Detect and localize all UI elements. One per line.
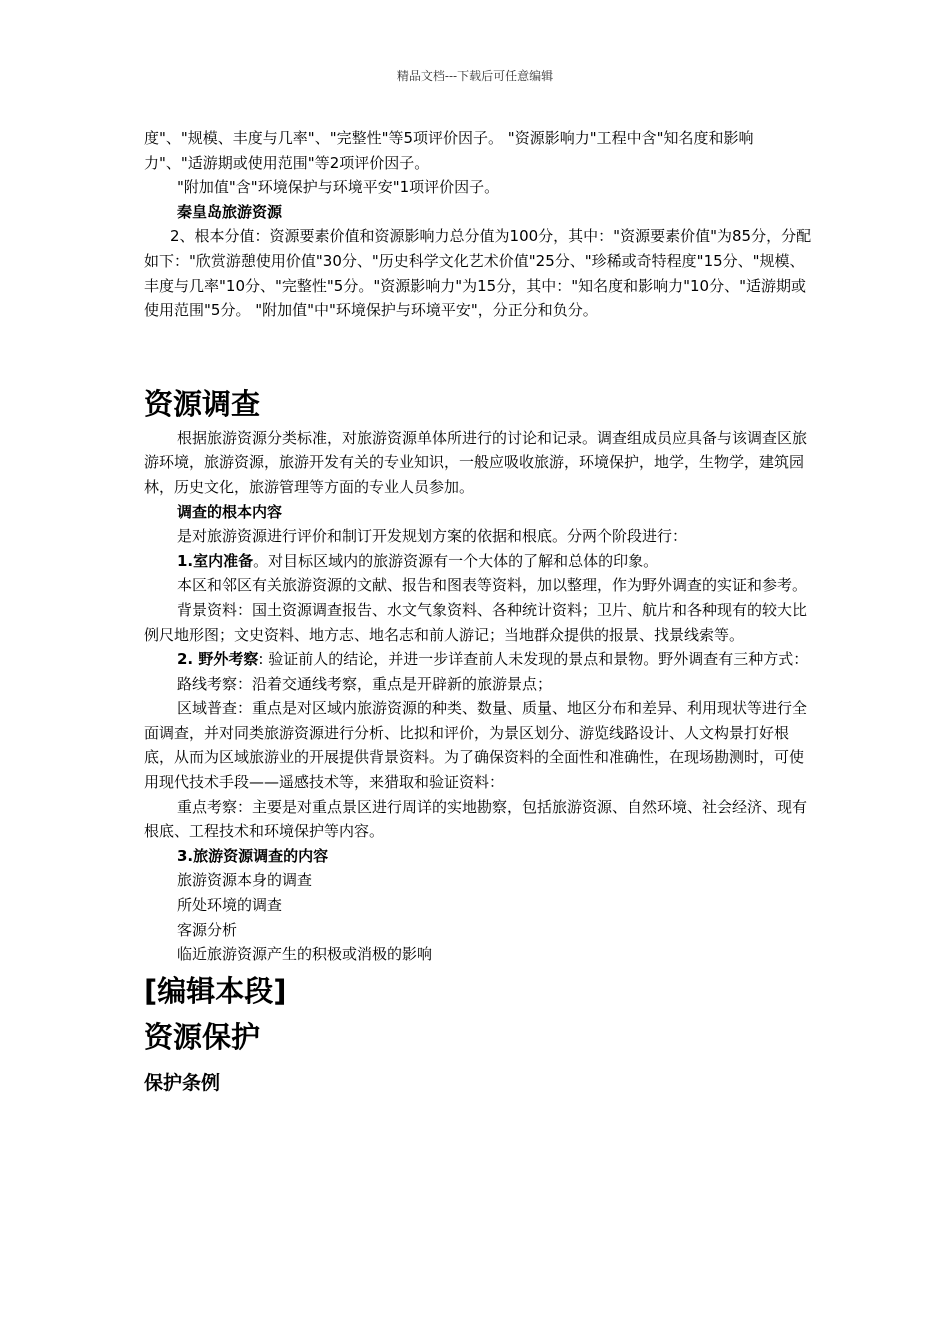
step-1-title: 1.室内准备 [177, 551, 254, 570]
survey-step-3 [144, 844, 812, 869]
intro-paragraph-4: 2、根本分值：资源要素价值和资源影响力总分值为100分，其中："资源要素价值"为85分，分配如下："欣赏游憩使用价值"30分、"历史科学文化艺术价值"25分、"珍稀或奇特程度"15分、"规模、丰度与几率"10分、"完整性"5分。"资源影响力"为15分，其中："知名度和影响力"10分、"适游期或使用范围"5分。 "附加值"中"环境保护与环境平安"，分正分和负分。 [144, 227, 812, 320]
step-1-text: 。对目标区域内的旅游资源有一个大体的了解和总体的印象。 [253, 551, 659, 570]
page-header: 精品文档---下载后可任意编辑 [396, 69, 554, 83]
survey-paragraph-4: 背景资料：国土资源调查报告、水文气象资料、各种统计资料；卫片、航片和各种现有的较大比例尺地形图；文史资料、地方志、地名志和前人游记；当地群众提供的报景、找景线索等。 [144, 600, 808, 644]
list-item: 客源分析 [177, 920, 238, 939]
survey-subheading: 调查的根本内容 [177, 502, 283, 521]
step-2-number: 2. [177, 650, 199, 669]
region-survey: 区域普查：重点是对区域内旅游资源的种类、数量、质量、地区分布和差异、利用现状等进行全面调查，并对同类旅游资源进行分析、比拟和评价，为景区划分、游览线路设计、人文构景打好根底，从而为区域旅游业的开展提供背景资料。为了确保资料的全面性和准确性，在现场勘测时，可使用现代技术手段——遥感技术等，来猎取和验证资料： [144, 699, 808, 792]
survey-paragraph-3: 本区和邻区有关旅游资源的文献、报告和图表等资料，加以整理，作为野外调查的实证和参考。 [177, 576, 808, 595]
protect-subheading: 保护条例 [144, 1071, 221, 1094]
survey-step-2 [144, 647, 812, 672]
intro-subheading: 秦皇岛旅游资源 [177, 202, 283, 221]
intro-paragraph-1: 度"、"规模、丰度与几率"、"完整性"等5项评价因子。 "资源影响力"工程中含"知名度和影响力"、"适游期或使用范围"等2项评价因子。 [144, 129, 754, 172]
key-survey: 重点考察：主要是对重点景区进行周详的实地勘察，包括旅游资源、自然环境、社会经济、现有根底、工程技术和环境保护等内容。 [144, 797, 808, 841]
step-2-text: : 验证前人的结论，并进一步详查前人未发现的景点和景物。野外调查有三种方式： [258, 650, 809, 669]
protect-title: 资源保护 [144, 1019, 261, 1054]
route-survey: 路线考察：沿着交通线考察，重点是开辟新的旅游景点； [177, 674, 553, 693]
list-item: 所处环境的调查 [177, 896, 283, 915]
step-3-number: 3. [177, 846, 194, 865]
survey-paragraph-1: 根据旅游资源分类标准，对旅游资源单体所进行的讨论和记录。调查组成员应具备与该调查区旅游环境，旅游资源，旅游开发有关的专业知识，一般应吸收旅游，环境保护，地学，生物学，建筑园林，历史文化，旅游管理等方面的专业人员参加。 [144, 428, 808, 496]
edit-section-link[interactable]: [编辑本段] [144, 973, 287, 1008]
step-2-title: 野外考察 [198, 650, 259, 669]
document-body [144, 126, 812, 1097]
survey-paragraph-2: 是对旅游资源进行评价和制订开发规划方案的依据和根底。分两个阶段进行： [177, 527, 688, 546]
survey-step-1 [144, 549, 812, 574]
survey-title: 资源调查 [144, 386, 261, 421]
list-item: 临近旅游资源产生的积极或消极的影响 [177, 945, 433, 964]
intro-paragraph-2: "附加值"含"环境保护与环境平安"1项评价因子。 [177, 178, 500, 197]
list-item: 旅游资源本身的调查 [177, 871, 313, 890]
step-3-title: 旅游资源调查的内容 [193, 846, 329, 865]
